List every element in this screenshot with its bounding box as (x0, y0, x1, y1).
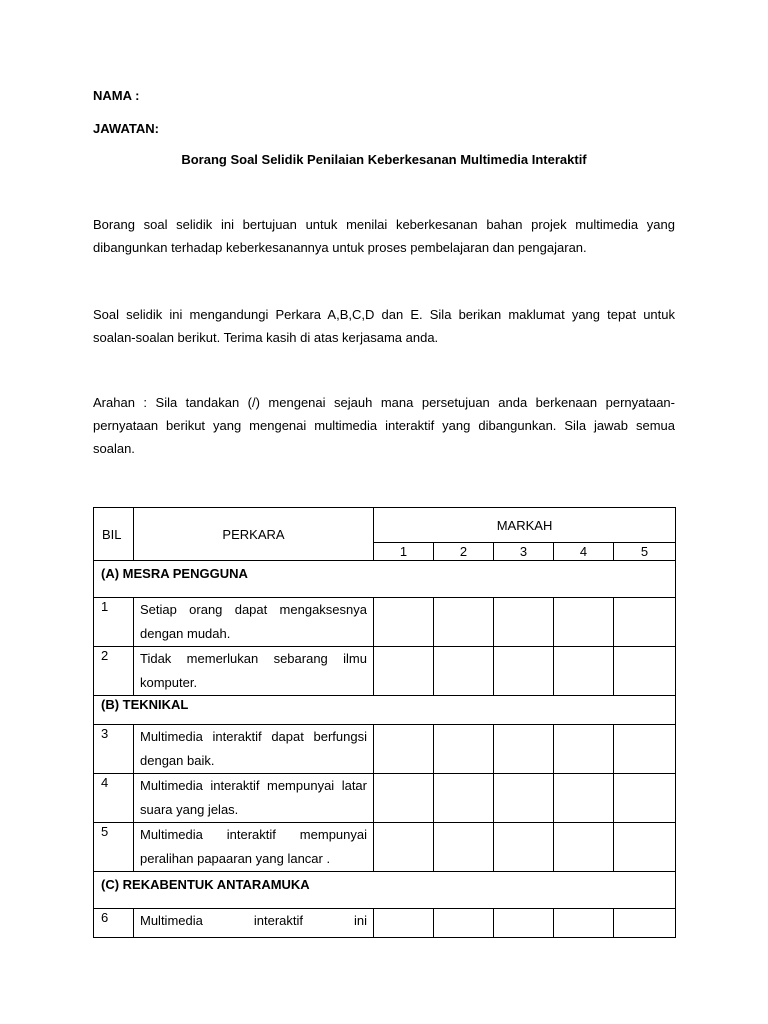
score-cell-2[interactable] (434, 909, 494, 938)
item-number: 5 (94, 823, 134, 872)
score-cell-1[interactable] (374, 823, 434, 872)
table-header-row (94, 508, 676, 543)
score-cell-5[interactable] (614, 909, 676, 938)
section-title-c: (C) REKABENTUK ANTARAMUKA (94, 872, 676, 909)
sections-paragraph: Soal selidik ini mengandungi Perkara A,B,C,D dan E. Sila berikan maklumat yang tepat untuk soalan-soalan berikut. Terima kasih di atas kerjasama anda. (93, 307, 675, 345)
score-cell-4[interactable] (554, 598, 614, 647)
score-cell-5[interactable] (614, 647, 676, 696)
item-text: Multimedia interaktif dapat berfungsi dengan baik. (134, 725, 374, 774)
table-row (94, 774, 676, 823)
item-text: Multimedia interaktif mempunyai latar suara yang jelas. (134, 774, 374, 823)
score-cell-1[interactable] (374, 647, 434, 696)
document-title: Borang Soal Selidik Penilaian Keberkesanan Multimedia Interaktif (181, 152, 587, 167)
score-cell-4[interactable] (554, 909, 614, 938)
intro-paragraph: Borang soal selidik ini bertujuan untuk menilai keberkesanan bahan projek multimedia yang dibangunkan terhadap keberkesanannya untuk proses pembelajaran dan pengajaran. (93, 217, 675, 255)
score-cell-4[interactable] (554, 647, 614, 696)
score-cell-5[interactable] (614, 823, 676, 872)
table-row (94, 647, 676, 696)
score-cell-1[interactable] (374, 598, 434, 647)
item-number: 1 (94, 598, 134, 647)
col-header-bil: BIL (94, 508, 134, 561)
score-cell-3[interactable] (494, 647, 554, 696)
item-text: Multimedia interaktif ini (134, 909, 374, 938)
score-cell-2[interactable] (434, 725, 494, 774)
scale-3: 3 (494, 543, 554, 561)
item-text: Tidak memerlukan sebarang ilmu komputer. (134, 647, 374, 696)
item-number: 6 (94, 909, 134, 938)
table-row (94, 909, 676, 938)
item-text: Multimedia interaktif mempunyai peralihan papaaran yang lancar . (134, 823, 374, 872)
score-cell-3[interactable] (494, 598, 554, 647)
score-cell-4[interactable] (554, 774, 614, 823)
section-title-b: (B) TEKNIKAL (94, 696, 676, 725)
scale-1: 1 (374, 543, 434, 561)
score-cell-3[interactable] (494, 725, 554, 774)
score-cell-1[interactable] (374, 725, 434, 774)
scale-5: 5 (614, 543, 676, 561)
table-row (94, 823, 676, 872)
jawatan-label: JAWATAN: (93, 121, 159, 136)
questionnaire-table (93, 507, 676, 938)
scale-4: 4 (554, 543, 614, 561)
col-header-perkara: PERKARA (134, 508, 374, 561)
item-number: 4 (94, 774, 134, 823)
score-cell-5[interactable] (614, 598, 676, 647)
instruction-paragraph: Arahan : Sila tandakan (/) mengenai sejauh mana persetujuan anda berkenaan pernyataan-pernyataan berikut yang mengenai multimedia interaktif yang dibangunkan. Sila jawab semua soalan. (93, 395, 675, 456)
score-cell-2[interactable] (434, 774, 494, 823)
section-row-a (94, 561, 676, 598)
score-cell-4[interactable] (554, 823, 614, 872)
score-cell-5[interactable] (614, 774, 676, 823)
score-cell-1[interactable] (374, 909, 434, 938)
section-title-a: (A) MESRA PENGGUNA (94, 561, 676, 598)
score-cell-5[interactable] (614, 725, 676, 774)
score-cell-2[interactable] (434, 598, 494, 647)
item-text: Setiap orang dapat mengaksesnya dengan mudah. (134, 598, 374, 647)
table-row (94, 725, 676, 774)
item-number: 2 (94, 647, 134, 696)
score-cell-4[interactable] (554, 725, 614, 774)
section-row-b (94, 696, 676, 725)
score-cell-3[interactable] (494, 774, 554, 823)
scale-2: 2 (434, 543, 494, 561)
score-cell-2[interactable] (434, 647, 494, 696)
score-cell-3[interactable] (494, 823, 554, 872)
nama-label: NAMA : (93, 88, 140, 103)
score-cell-2[interactable] (434, 823, 494, 872)
col-header-markah: MARKAH (374, 508, 676, 543)
section-row-c (94, 872, 676, 909)
item-number: 3 (94, 725, 134, 774)
score-cell-1[interactable] (374, 774, 434, 823)
table-row (94, 598, 676, 647)
score-cell-3[interactable] (494, 909, 554, 938)
